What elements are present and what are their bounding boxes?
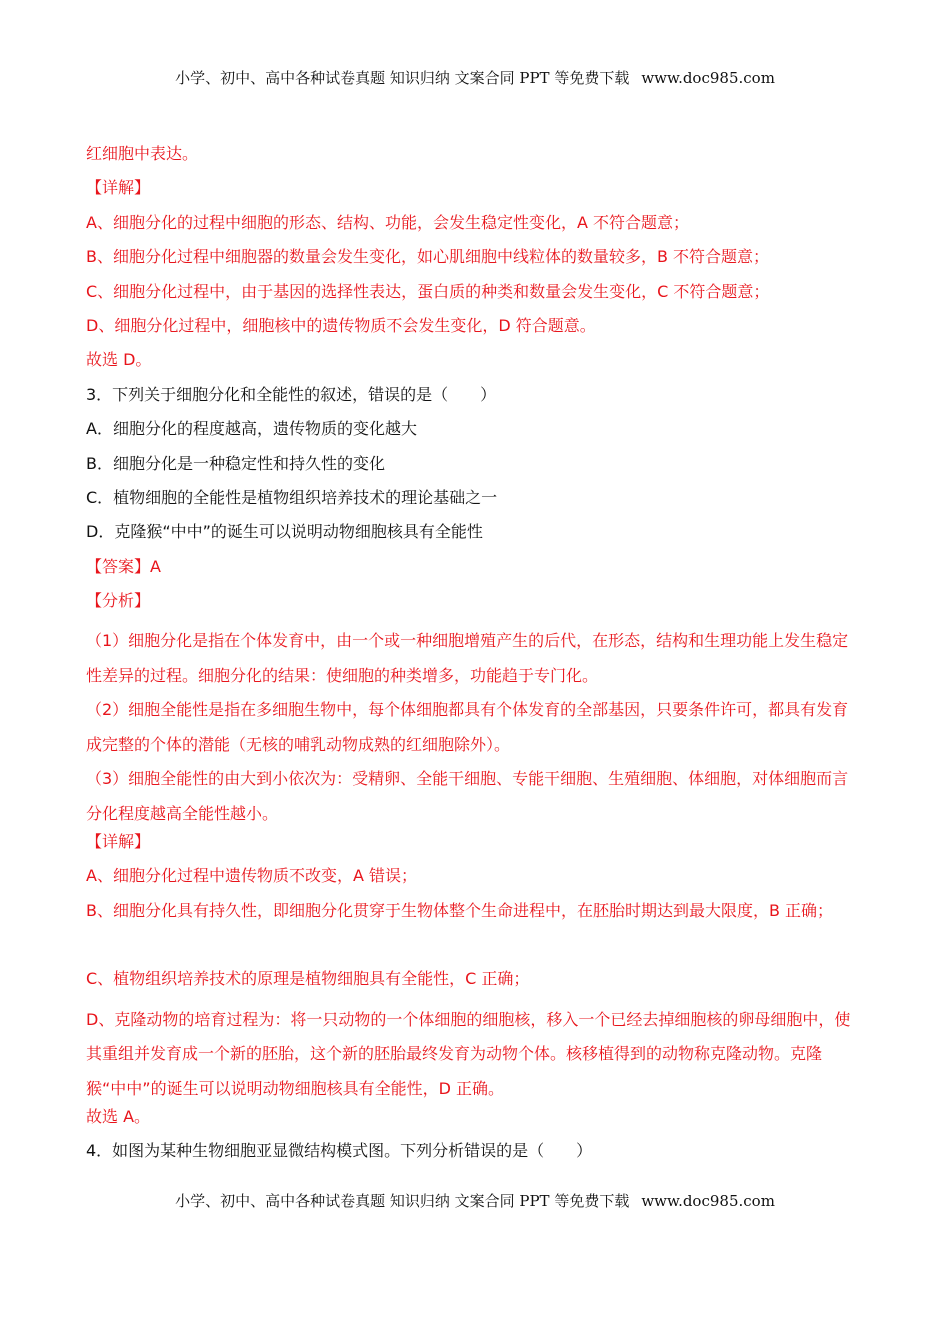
paragraph-gap xyxy=(86,934,862,968)
header-url[interactable]: www.doc985.com xyxy=(641,69,775,87)
page-header xyxy=(0,67,950,88)
prev-detail-heading: 【详解】 xyxy=(86,178,151,198)
document-body xyxy=(86,143,862,1175)
q3-detail-b: B、细胞分化具有持久性，即细胞分化贯穿于生物体整个生命进程中，在胚胎时期达到最大限度，B 正确； xyxy=(86,900,834,920)
q3-option-a: A．细胞分化的程度越高，遗传物质的变化越大 xyxy=(86,419,417,439)
prev-detail-c: C、细胞分化过程中，由于基因的选择性表达，蛋白质的种类和数量会发生变化，C 不符合题意； xyxy=(86,281,770,301)
q3-stem: 3．下列关于细胞分化和全能性的叙述，错误的是（ ） xyxy=(86,384,497,404)
q3-detail-a: A、细胞分化过程中遗传物质不改变，A 错误； xyxy=(86,866,417,886)
q3-detail-d: D、克隆动物的培育过程为：将一只动物的一个体细胞的细胞核，移入一个已经去掉细胞核的卵母细胞中，使其重组并发育成一个新的胚胎，这个新的胚胎最终发育为动物个体。核移植得到的动物称克隆动物。克隆猴“中中”的诞生可以说明动物细胞核具有全能性，D 正确。 xyxy=(86,1009,851,1098)
q3-conclusion: 故选 A。 xyxy=(86,1107,151,1127)
q3-analysis-3: （3）细胞全能性的由大到小依次为：受精卵、全能干细胞、专能干细胞、生殖细胞、体细胞，对体细胞而言分化程度越高全能性越小。 xyxy=(86,769,849,823)
q3-option-d: D．克隆猴“中中”的诞生可以说明动物细胞核具有全能性 xyxy=(86,522,483,542)
q3-answer: 【答案】A xyxy=(86,556,161,576)
prev-conclusion: 故选 D。 xyxy=(86,350,152,370)
footer-text: 小学、初中、高中各种试卷真题 知识归纳 文案合同 PPT 等免费下载 xyxy=(175,1192,630,1210)
header-text: 小学、初中、高中各种试卷真题 知识归纳 文案合同 PPT 等免费下载 xyxy=(175,69,630,87)
page-footer xyxy=(0,1190,950,1211)
prev-detail-b: B、细胞分化过程中细胞器的数量会发生变化，如心肌细胞中线粒体的数量较多，B 不符合题意； xyxy=(86,247,770,267)
q3-analysis-heading: 【分析】 xyxy=(86,591,151,611)
q3-option-b: B．细胞分化是一种稳定性和持久性的变化 xyxy=(86,453,385,473)
q3-detail-c: C、植物组织培养技术的原理是植物细胞具有全能性，C 正确； xyxy=(86,969,530,989)
prev-continuation: 红细胞中表达。 xyxy=(86,144,199,163)
q3-analysis-2: （2）细胞全能性是指在多细胞生物中，每个体细胞都具有个体发育的全部基因，只要条件许可，都具有发育成完整的个体的潜能（无核的哺乳动物成熟的红细胞除外）。 xyxy=(86,700,849,754)
q3-detail-heading: 【详解】 xyxy=(86,831,151,851)
q3-analysis-1: （1）细胞分化是指在个体发育中，由一个或一种细胞增殖产生的后代，在形态，结构和生理功能上发生稳定性差异的过程。细胞分化的结果：使细胞的种类增多，功能趋于专门化。 xyxy=(86,631,849,685)
footer-url[interactable]: www.doc985.com xyxy=(641,1192,775,1210)
q3-option-c: C．植物细胞的全能性是植物组织培养技术的理论基础之一 xyxy=(86,487,498,507)
prev-detail-a: A、细胞分化的过程中细胞的形态、结构、功能，会发生稳定性变化，A 不符合题意； xyxy=(86,212,689,232)
q4-stem: 4．如图为某种生物细胞亚显微结构模式图。下列分析错误的是（ ） xyxy=(86,1141,593,1161)
prev-detail-d: D、细胞分化过程中，细胞核中的遗传物质不会发生变化，D 符合题意。 xyxy=(86,315,596,335)
